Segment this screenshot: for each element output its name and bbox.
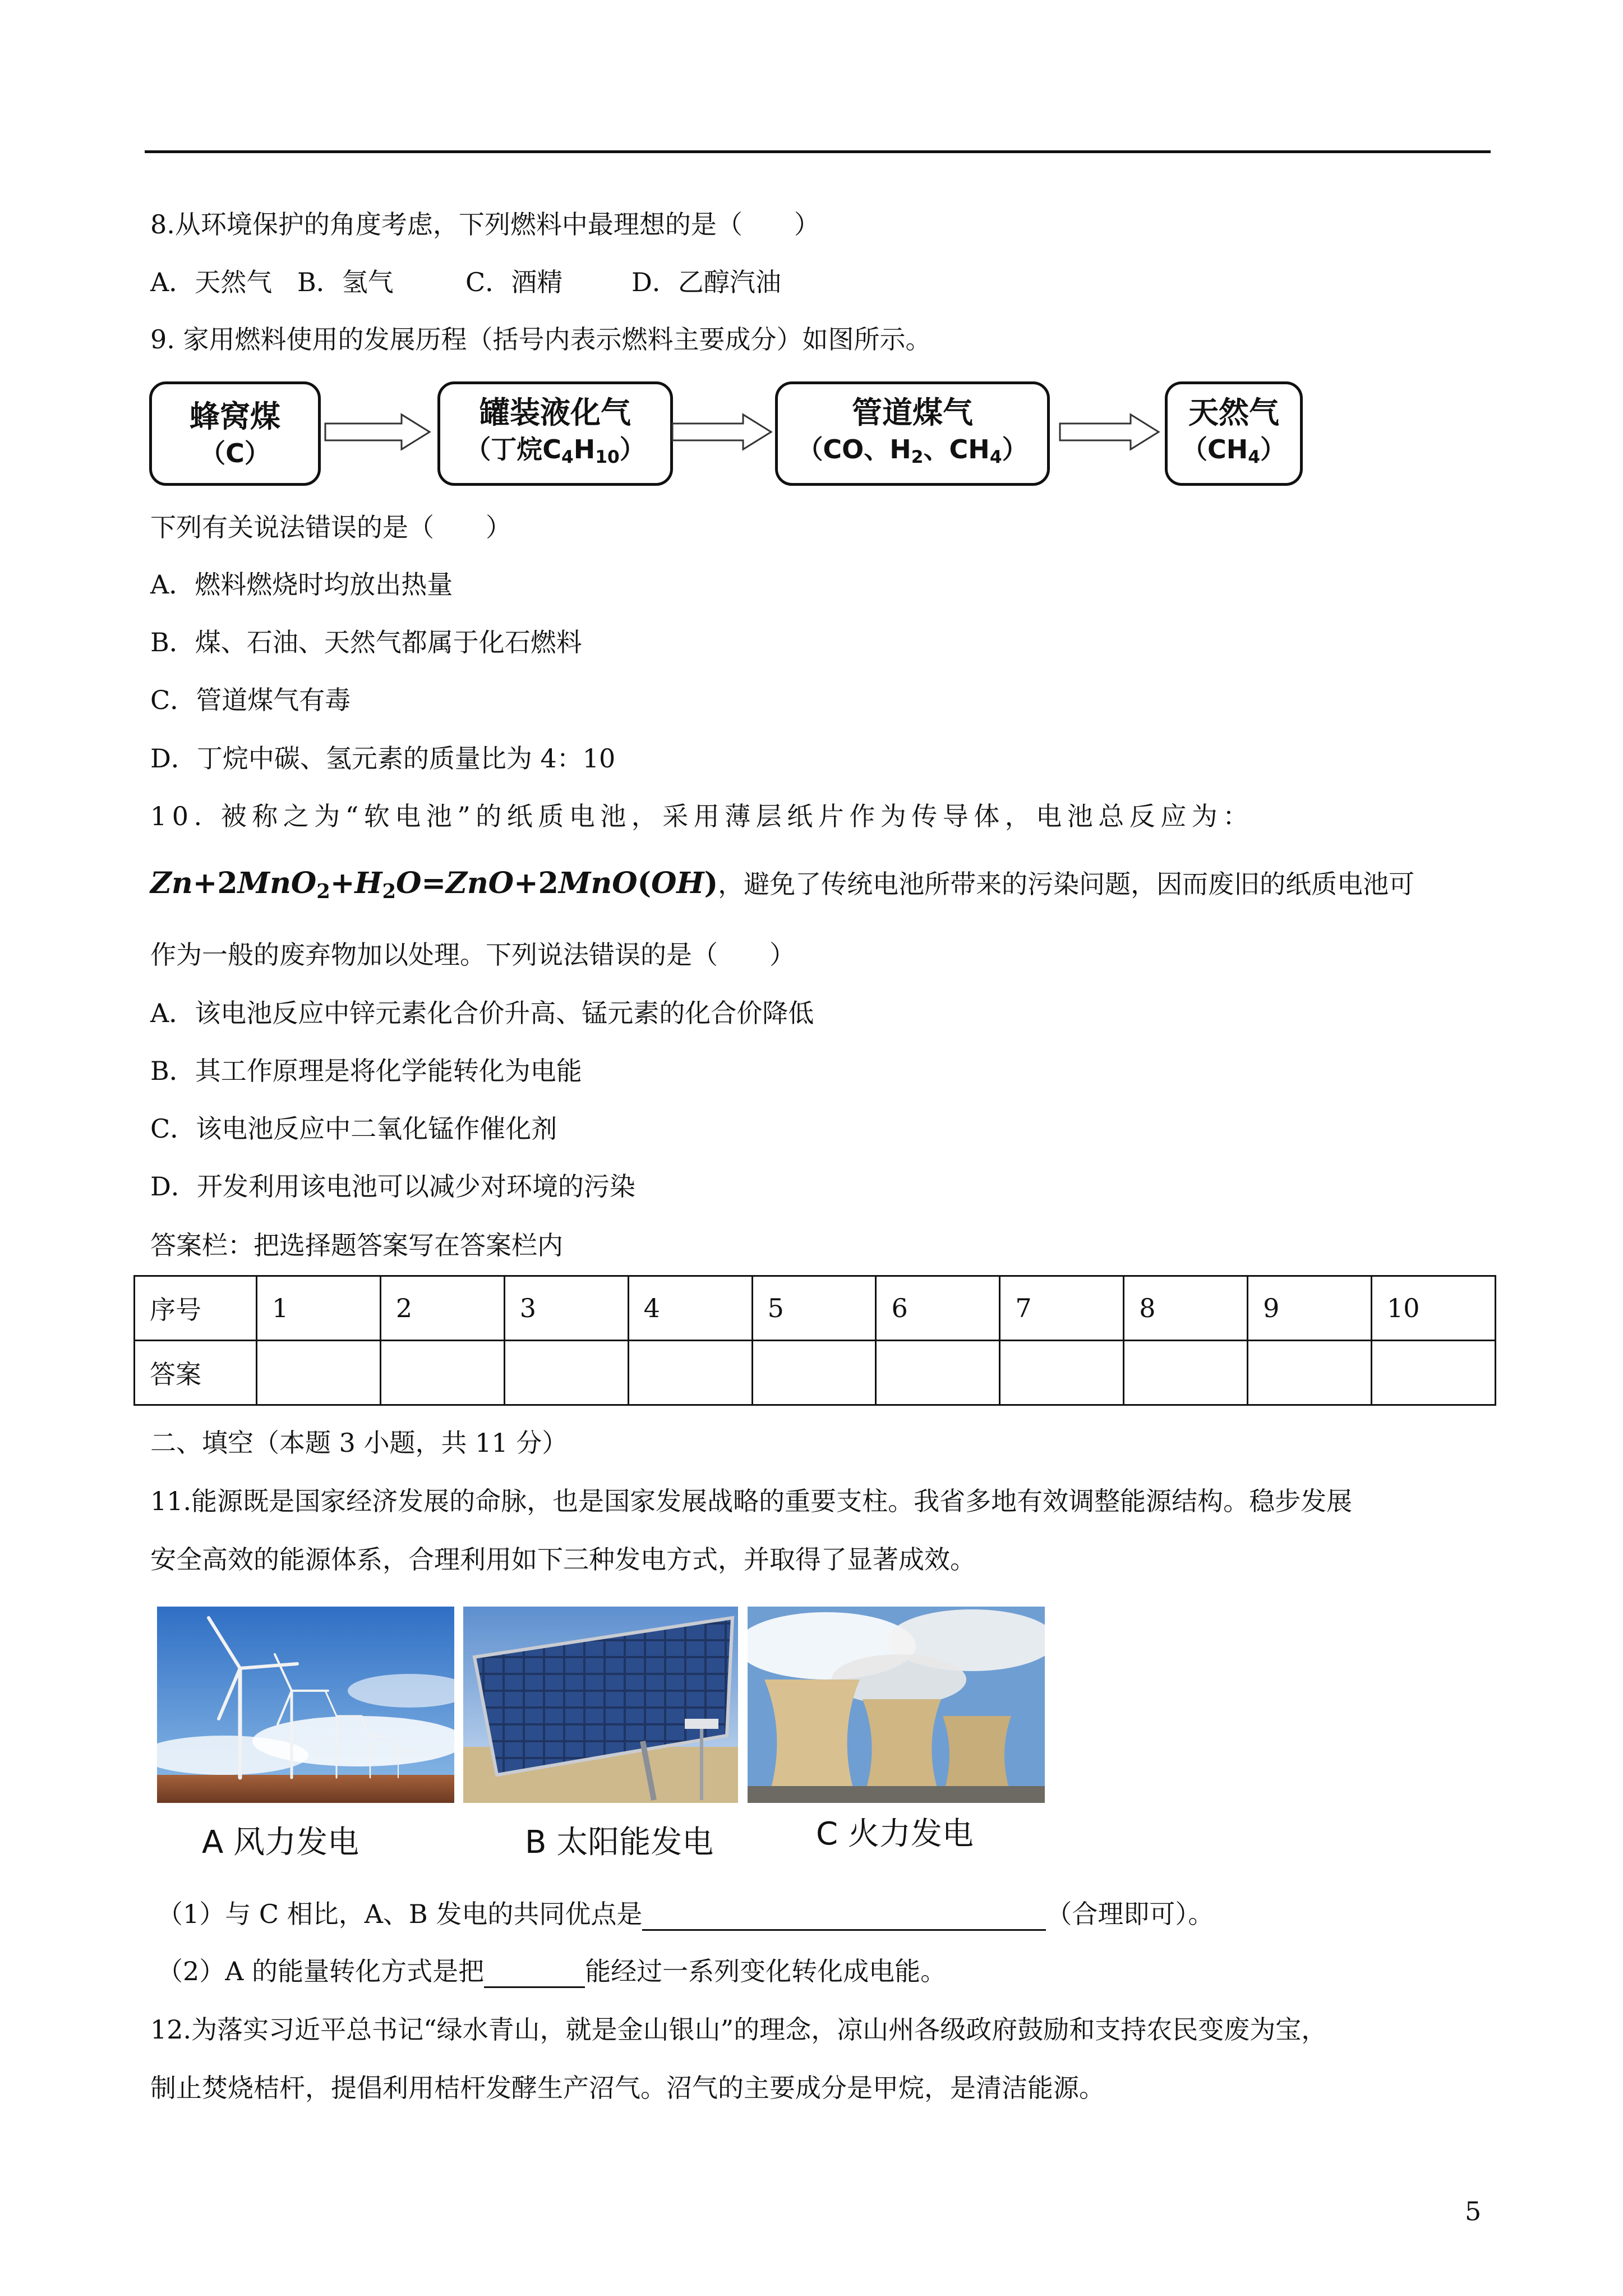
q8-option-b: B．氢气 (297, 267, 394, 297)
q8-option-c: C．酒精 (465, 267, 563, 297)
q10-line2: $Zn+2MnO_2+H_2O=ZnO+2MnO(OH)$，避免了传统电池所带来的污染问题，因而废旧的纸质电池可 (150, 866, 1415, 903)
q10-line1: 10. 被称之为“软电池”的纸质电池，采用薄层纸片作为传导体，电池总反应为： (150, 801, 1254, 831)
question-number-cell: 3 (504, 1276, 628, 1341)
answer-cell[interactable] (257, 1341, 381, 1405)
q9-option-d: D．丁烷中碳、氢元素的质量比为 4：10 (150, 743, 616, 774)
answer-cell[interactable] (380, 1341, 504, 1405)
q11-sub1: （1）与 C 相比，A、B 发电的共同优点是 （合理即可）。 (157, 1897, 1214, 1931)
q12-line1: 12.为落实习近平总书记“绿水青山，就是金山银山”的理念，凉山州各级政府鼓励和支持农民变废为宝， (150, 2014, 1327, 2045)
answer-cell[interactable] (504, 1341, 628, 1405)
photo-caption-c: C 火力发电 (816, 1816, 974, 1852)
q12-line2: 制止焚烧桔杆，提倡利用桔杆发酵生产沼气。沼气的主要成分是甲烷，是清洁能源。 (150, 2073, 1105, 2103)
fuel-formula: （C） (200, 438, 270, 468)
arrow-right-icon (670, 412, 774, 452)
answer-blank[interactable] (642, 1901, 1046, 1931)
row-header-answer: 答案 (135, 1341, 257, 1405)
question-number-cell: 9 (1248, 1276, 1372, 1341)
q9-prompt: 下列有关说法错误的是（ ） (150, 512, 511, 542)
fuel-name: 天然气 (1188, 395, 1279, 431)
q10-option-b: B．其工作原理是将化学能转化为电能 (150, 1056, 582, 1086)
section-heading: 二、填空（本题 3 小题，共 11 分） (150, 1428, 568, 1458)
q9-option-b: B．煤、石油、天然气都属于化石燃料 (150, 627, 582, 657)
q11-sub2: （2）A 的能量转化方式是把 能经过一系列变化转化成电能。 (157, 1954, 946, 1988)
fuel-box-natural-gas (1165, 381, 1303, 486)
q10-option-a: A．该电池反应中锌元素化合价升高、锰元素的化合价降低 (150, 998, 814, 1028)
q9-stem: 9. 家用燃料使用的发展历程（括号内表示燃料主要成分）如图所示。 (150, 324, 932, 355)
question-number-cell: 2 (380, 1276, 504, 1341)
question-number-cell: 6 (876, 1276, 1000, 1341)
thermal-power-photo (748, 1607, 1045, 1803)
q10-option-d: D．开发利用该电池可以减少对环境的污染 (150, 1171, 635, 1202)
q11-line2: 安全高效的能源体系，合理利用如下三种发电方式，并取得了显著成效。 (150, 1544, 976, 1575)
fuel-box-pipeline-gas (775, 381, 1050, 486)
q8-stem: 8.从环境保护的角度考虑，下列燃料中最理想的是（ ） (150, 209, 820, 240)
q9-option-a: A．燃料燃烧时均放出热量 (150, 569, 453, 600)
table-row (135, 1276, 1496, 1341)
answer-cell[interactable] (876, 1341, 1000, 1405)
q9-option-c: C．管道煤气有毒 (150, 685, 351, 715)
answer-cell[interactable] (1372, 1341, 1496, 1405)
answer-cell[interactable] (1248, 1341, 1372, 1405)
question-number-cell: 4 (628, 1276, 752, 1341)
fuel-box-lpg (437, 381, 673, 486)
fuel-formula: （丁烷$C_4H_{10}$） (465, 434, 645, 467)
q10-line3: 作为一般的废弃物加以处理。下列说法错误的是（ ） (150, 940, 795, 970)
photo-caption-b: B 太阳能发电 (525, 1824, 714, 1861)
question-number-cell: 7 (1000, 1276, 1124, 1341)
answer-cell[interactable] (1000, 1341, 1124, 1405)
answer-table (133, 1275, 1496, 1406)
q10-option-c: C．该电池反应中二氧化锰作催化剂 (150, 1114, 557, 1144)
answer-cell[interactable] (628, 1341, 752, 1405)
answer-bar-title: 答案栏：把选择题答案写在答案栏内 (150, 1230, 563, 1260)
q8-options (150, 265, 781, 299)
solar-power-photo (463, 1607, 738, 1803)
wind-power-photo (157, 1607, 454, 1803)
battery-equation: $Zn+2MnO_2+H_2O=ZnO+2MnO(OH)$ (150, 866, 718, 903)
fuel-name: 罐装液化气 (479, 395, 631, 431)
fuel-box-honeycomb-coal (149, 381, 321, 486)
question-number-cell: 1 (257, 1276, 381, 1341)
fuel-name: 蜂窝煤 (190, 399, 280, 434)
fuel-formula: （CO、$H_2$、$CH_4$） (797, 434, 1028, 467)
table-row (135, 1341, 1496, 1405)
question-number-cell: 8 (1124, 1276, 1248, 1341)
arrow-right-icon (323, 412, 433, 452)
header-rule (145, 150, 1491, 153)
page-number: 5 (1465, 2196, 1482, 2226)
q8-option-a: A．天然气 (150, 267, 273, 297)
answer-cell[interactable] (752, 1341, 876, 1405)
photo-caption-a: A 风力发电 (202, 1824, 359, 1861)
fuel-name: 管道煤气 (852, 395, 973, 431)
question-number-cell: 10 (1372, 1276, 1496, 1341)
row-header-number: 序号 (135, 1276, 257, 1341)
question-number-cell: 5 (752, 1276, 876, 1341)
fuel-formula: $(CH_4)$ (1181, 434, 1287, 467)
answer-cell[interactable] (1124, 1341, 1248, 1405)
q11-line1: 11.能源既是国家经济发展的命脉，也是国家发展战略的重要支柱。我省多地有效调整能源结构。稳步发展 (150, 1486, 1353, 1516)
arrow-right-icon (1058, 412, 1162, 452)
answer-blank[interactable] (484, 1958, 585, 1988)
q8-option-d: D．乙醇汽油 (631, 267, 781, 297)
